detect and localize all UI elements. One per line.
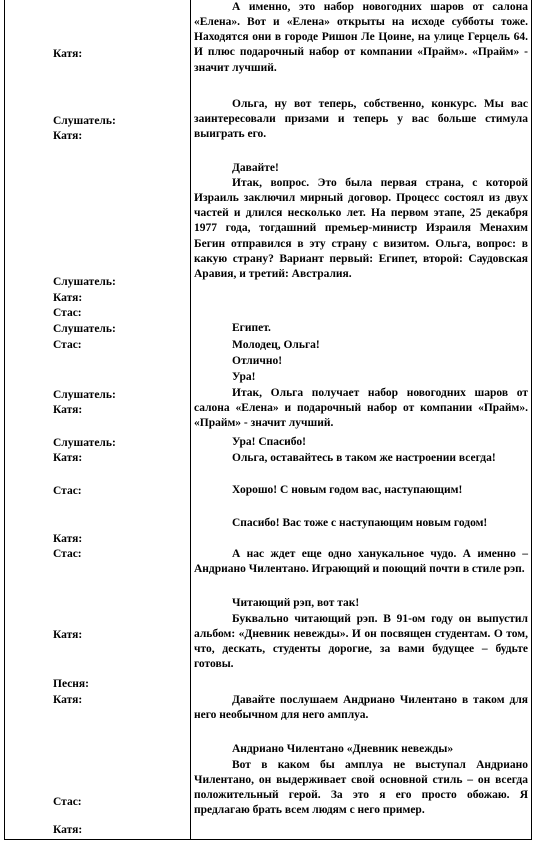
speaker-label: Катя: [53, 48, 83, 60]
speaker-label: Катя: [53, 824, 83, 836]
speaker-label: Катя: [53, 404, 83, 416]
speaker-label: Слушатель: [53, 115, 116, 127]
dialogue-text: Ура! Спасибо! [232, 436, 306, 448]
speaker-label: Слушатель: [53, 389, 116, 401]
dialogue-text: А нас ждет еще одно ханукальное чудо. А именно – Андриано Чилентано. Играющий и поющий почти в стиле рэп. [194, 548, 528, 576]
dialogue-text: Египет. [232, 322, 271, 334]
dialogue-text: Молодец, Ольга! [232, 339, 320, 351]
dialogue-text: Итак, вопрос. Это была первая страна, с которой Израиль заключил мирный договор. Процесс состоял из двух частей и длился несколько лет. На первом этапе, 25 декабря 1977 года, тогдашний премьер-министр Израиля Менахим Бегин отправился в эту страну с визитом. Ольга, вопрос: в какую страну? Вариант первый: Египет, второй: Саудовская Аравия, и третий: Австралия. [194, 177, 528, 280]
dialogue-text: Спасибо! Вас тоже с наступающим новым годом! [232, 517, 488, 529]
dialogue-text: Итак, Ольга получает набор новогодних шаров от салона «Елена» и подарочный набор от компании «Прайм». «Прайм» - значит лучший. [194, 387, 528, 430]
dialogue-text: Буквально читающий рэп. В 91-ом году он выпустил альбом: «Дневник невежды». И он посвящен студентам. О том, что, дескать, студенты дорогие, за вами будущее – будьте готовы. [194, 613, 528, 671]
speaker-label: Стас: [53, 339, 82, 351]
speaker-label: Стас: [53, 307, 82, 319]
dialogue-text: Вот в каком бы амплуа не выступал Андриано Чилентано, он выдерживает свой основной стиль – он всегда положительный герой. За это я его просто обожаю. Я предлагаю брать всем людям с него пример. [194, 759, 528, 817]
speaker-label: Стас: [53, 485, 82, 497]
dialogue-text: Давайте послушаем Андриано Чилентано в таком для него необычном для него амплуа. [194, 694, 528, 722]
dialogue-table [4, 0, 532, 840]
speaker-label: Катя: [53, 130, 83, 142]
dialogue-text: Хорошо! С новым годом вас, наступающим! [232, 484, 463, 496]
dialogue-text: Отлично! [232, 355, 283, 367]
speaker-label: Слушатель: [53, 437, 116, 449]
speaker-label: Стас: [53, 548, 82, 560]
speaker-label: Катя: [53, 629, 83, 641]
speaker-label: Слушатель: [53, 276, 116, 288]
dialogue-text: А именно, это набор новогодних шаров от салона «Елена». Вот и «Елена» открыты на исходе субботы тоже. Находятся они в городе Ришон Ле Цоине, на улице Герцель 64. И плюс подарочный набор от компании «Прайм». «Прайм» - значит лучший. [194, 1, 528, 74]
speaker-label: Катя: [53, 694, 83, 706]
dialogue-text: Читающий рэп, вот так! [232, 597, 360, 609]
song-title: Андриано Чилентано «Дневник невежды» [232, 743, 454, 755]
dialogue-text: Давайте! [232, 162, 279, 174]
speaker-label: Слушатель: [53, 323, 116, 335]
speaker-label: Песня: [53, 678, 89, 690]
speaker-label: Стас: [53, 796, 82, 808]
dialogue-text: Ура! [232, 371, 256, 383]
speaker-label: Катя: [53, 292, 83, 304]
speaker-label: Катя: [53, 533, 83, 545]
column-divider [190, 0, 191, 839]
dialogue-text: Ольга, ну вот теперь, собственно, конкурс. Мы вас заинтересовали призами и теперь у вас больше стимула выиграть его. [194, 98, 528, 141]
dialogue-text: Ольга, оставайтесь в таком же настроении всегда! [232, 452, 496, 464]
speaker-label: Катя: [53, 452, 83, 464]
